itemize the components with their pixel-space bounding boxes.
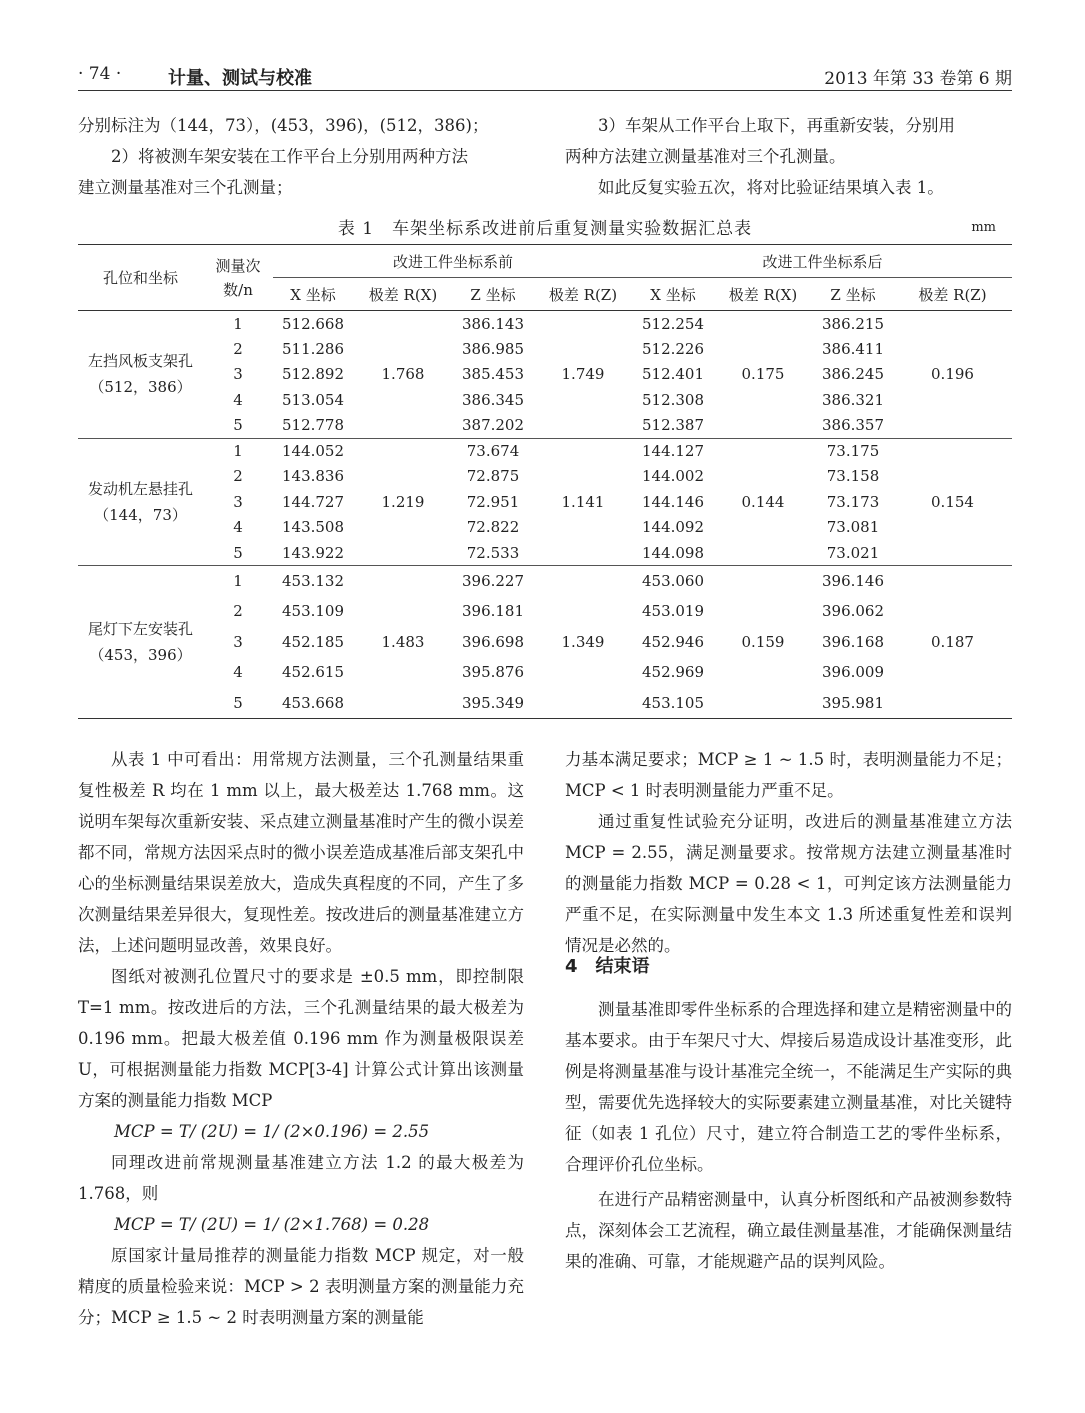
text-line: 2）将被测车架安装在工作平台上分别用两种方法 bbox=[111, 147, 468, 166]
col-header-after: 改进工件坐标系后 bbox=[633, 245, 1012, 278]
measure-index: 1 bbox=[203, 438, 273, 464]
measure-index: 5 bbox=[233, 693, 243, 712]
hole-name: 发动机左悬挂孔 bbox=[87, 479, 193, 498]
z-before: 396.227 bbox=[453, 566, 533, 597]
left-column bbox=[78, 744, 524, 1333]
journal-section: 计量、测试与校准 bbox=[168, 68, 312, 89]
z-before: 387.202 bbox=[461, 416, 525, 434]
x-before: 453.132 bbox=[273, 566, 353, 597]
table-caption-row bbox=[78, 214, 1012, 240]
paragraph: 同理改进前常规测量基准建立方法 1.2 的最大极差为 1.768，则 bbox=[78, 1153, 524, 1203]
paragraph: 原国家计量局推荐的测量能力指数 MCP 规定，对一般精度的质量检验来说：MCP > 2 表明测量方案的测量能力充分；MCP ≥ 1.5 ~ 2 时表明测量方案的测量能 bbox=[78, 1246, 524, 1327]
subheader: 极差 R(X) bbox=[353, 278, 453, 311]
x-after: 453.019 bbox=[641, 602, 705, 621]
equation: MCP = T/ (2U) = 1/ (2×0.196) = 2.55 bbox=[114, 1122, 430, 1141]
z-before: 396.181 bbox=[461, 602, 525, 621]
z-before: 385.453 bbox=[461, 365, 525, 384]
x-before: 143.922 bbox=[281, 543, 345, 562]
range-x-after: 0.175 bbox=[741, 365, 785, 384]
z-after: 395.981 bbox=[821, 693, 885, 712]
z-before: 386.985 bbox=[461, 339, 525, 358]
x-before: 144.727 bbox=[281, 492, 345, 511]
z-before: 395.349 bbox=[461, 693, 525, 712]
table-unit: mm bbox=[971, 220, 996, 235]
col-header-before: 改进工件坐标系前 bbox=[273, 245, 633, 278]
z-after: 386.357 bbox=[821, 416, 885, 434]
z-after: 73.081 bbox=[826, 518, 880, 537]
x-before: 513.054 bbox=[281, 390, 345, 409]
measure-index: 1 bbox=[233, 314, 243, 333]
range-z-before: 1.349 bbox=[533, 566, 633, 719]
z-before: 386.345 bbox=[461, 390, 525, 409]
issue-info: 2013 年第 33 卷第 6 期 bbox=[824, 69, 1012, 89]
z-after: 73.173 bbox=[826, 492, 880, 511]
subheader: 极差 R(X) bbox=[713, 278, 813, 311]
x-after: 144.127 bbox=[633, 438, 713, 464]
running-header bbox=[78, 62, 1012, 91]
z-after: 386.411 bbox=[821, 339, 885, 358]
x-before: 512.668 bbox=[281, 314, 345, 333]
hole-name: 尾灯下左安装孔 bbox=[87, 619, 193, 638]
text-line: 两种方法建立测量基准对三个孔测量。 bbox=[565, 147, 846, 166]
z-before: 72.533 bbox=[466, 543, 520, 562]
z-after: 73.021 bbox=[826, 543, 880, 562]
equation: MCP = T/ (2U) = 1/ (2×1.768) = 0.28 bbox=[114, 1215, 430, 1234]
hole-label bbox=[78, 311, 203, 439]
x-after: 144.098 bbox=[641, 543, 705, 562]
measure-index: 4 bbox=[233, 518, 243, 537]
paragraph: 测量基准即零件坐标系的合理选择和建立是精密测量中的基本要求。由于车架尺寸大、焊接后易造成设计基准变形，此例是将测量基准与设计基准完全统一，不能满足生产实际的典型，需要优先选择较大的实际要素建立测量基准，对比关键特征（如表 1 孔位）尺寸，建立符合制造工艺的零件坐标系，合理评价孔位坐标。 bbox=[565, 1000, 1012, 1174]
z-before: 386.143 bbox=[461, 314, 525, 333]
range-z-before: 1.141 bbox=[533, 438, 633, 566]
text-line: 分别标注为（144，73），(453，396)，(512，386)； bbox=[78, 116, 489, 135]
paragraph: 在进行产品精密测量中，认真分析图纸和产品被测参数特点，深刻体会工艺流程，确立最佳测量基准，才能确保测量结果的准确、可靠，才能规避产品的误判风险。 bbox=[565, 1190, 1012, 1271]
z-before: 395.876 bbox=[461, 663, 525, 682]
x-after: 512.387 bbox=[641, 416, 705, 434]
table-row bbox=[78, 311, 1012, 337]
x-after: 452.946 bbox=[641, 632, 705, 651]
table-row bbox=[78, 566, 1012, 597]
subheader: 极差 R(Z) bbox=[533, 278, 633, 311]
subheader: X 坐标 bbox=[633, 278, 713, 311]
x-before: 452.615 bbox=[281, 663, 345, 682]
range-x-after: 0.144 bbox=[713, 438, 813, 566]
z-after: 386.245 bbox=[821, 365, 885, 384]
measure-index: 4 bbox=[233, 663, 243, 682]
top-left-text bbox=[78, 110, 523, 203]
z-after: 396.009 bbox=[821, 663, 885, 682]
hole-coord: （453，396） bbox=[89, 645, 192, 664]
text-line: 如此反复实验五次，将对比验证结果填入表 1。 bbox=[598, 178, 944, 197]
z-after: 396.062 bbox=[821, 602, 885, 621]
measure-index: 3 bbox=[233, 492, 243, 511]
col-header-hole: 孔位和坐标 bbox=[78, 245, 203, 311]
hole-label bbox=[78, 438, 203, 566]
subheader: Z 坐标 bbox=[813, 278, 893, 311]
x-before: 452.185 bbox=[281, 632, 345, 651]
paragraph: 力基本满足要求；MCP ≥ 1 ~ 1.5 时，表明测量能力不足；MCP < 1 时表明测量能力严重不足。 bbox=[565, 750, 1012, 800]
right-column bbox=[565, 744, 1012, 961]
paragraph: 从表 1 中可看出：用常规方法测量，三个孔测量结果重复性极差 R 均在 1 mm 以上，最大极差达 1.768 mm。这说明车架每次重新安装、采点建立测量基准时产生的微小误差都不同，常规方法因采点时的微小误差造成基准后部支架孔中心的坐标测量结果误差放大，造成失真程度的不同，产生了多次测量结果差异很大，复现性差。按改进后的测量基准建立方法，上述问题明显改善，效果良好。 bbox=[78, 750, 524, 955]
x-before: 143.508 bbox=[281, 518, 345, 537]
x-before: 512.892 bbox=[281, 365, 345, 384]
x-before: 511.286 bbox=[281, 339, 345, 358]
x-before: 144.052 bbox=[273, 438, 353, 464]
table-caption: 表 1 车架坐标系改进前后重复测量实验数据汇总表 bbox=[337, 219, 753, 239]
hole-coord: （144，73） bbox=[94, 505, 187, 524]
text-line: 建立测量基准对三个孔测量； bbox=[78, 178, 293, 197]
x-after: 453.105 bbox=[641, 693, 705, 712]
right-column-conclusion bbox=[565, 994, 1012, 1277]
measure-index: 1 bbox=[203, 566, 273, 597]
z-after: 386.321 bbox=[821, 390, 885, 409]
x-after: 144.002 bbox=[641, 467, 705, 486]
measure-index: 4 bbox=[233, 390, 243, 409]
paragraph: 通过重复性试验充分证明，改进后的测量基准建立方法 MCP = 2.55，满足测量要求。按常规方法建立测量基准时的测量能力指数 MCP = 0.28 < 1，可判定该方法测量能力严重不足，在实际测量中发生本文 1.3 所述重复性差和误判情况是必然的。 bbox=[565, 812, 1012, 955]
range-x-after: 0.159 bbox=[713, 566, 813, 719]
measure-index: 3 bbox=[233, 365, 243, 384]
range-z-after: 0.187 bbox=[893, 566, 1012, 719]
page-number: · 74 · bbox=[78, 64, 122, 84]
z-before: 73.674 bbox=[453, 438, 533, 464]
x-after: 512.401 bbox=[641, 365, 705, 384]
x-before: 512.778 bbox=[281, 416, 345, 434]
x-after: 512.254 bbox=[641, 314, 705, 333]
z-after: 73.158 bbox=[826, 467, 880, 486]
range-x-before: 1.219 bbox=[353, 438, 453, 566]
text-line: 3）车架从工作平台上取下，再重新安装，分别用 bbox=[598, 116, 955, 135]
range-x-before: 1.483 bbox=[353, 566, 453, 719]
z-before: 72.951 bbox=[466, 492, 520, 511]
range-z-before: 1.749 bbox=[561, 365, 605, 384]
x-before: 143.836 bbox=[281, 467, 345, 486]
x-after: 453.060 bbox=[633, 566, 713, 597]
x-after: 512.226 bbox=[641, 339, 705, 358]
measure-index: 2 bbox=[233, 467, 243, 486]
z-before: 72.822 bbox=[466, 518, 520, 537]
table-row bbox=[78, 438, 1012, 464]
x-after: 144.092 bbox=[641, 518, 705, 537]
z-after: 73.175 bbox=[813, 438, 893, 464]
subheader: Z 坐标 bbox=[453, 278, 533, 311]
z-after: 396.168 bbox=[821, 632, 885, 651]
measure-index: 2 bbox=[233, 602, 243, 621]
measure-index: 5 bbox=[233, 416, 243, 434]
z-after: 386.215 bbox=[821, 314, 885, 333]
range-z-after: 0.154 bbox=[893, 438, 1012, 566]
x-after: 452.969 bbox=[641, 663, 705, 682]
subheader: X 坐标 bbox=[273, 278, 353, 311]
x-before: 453.109 bbox=[281, 602, 345, 621]
z-after: 396.146 bbox=[813, 566, 893, 597]
paragraph: 图纸对被测孔位置尺寸的要求是 ±0.5 mm，即控制限 T=1 mm。按改进后的方法，三个孔测量结果的最大极差为 0.196 mm。把最大极差值 0.196 mm 作为测量极限误差 U，可根据测量能力指数 MCP[3-4] 计算公式计算出该测量方案的测量能力指数 MCP bbox=[78, 967, 524, 1110]
x-before: 453.668 bbox=[281, 693, 345, 712]
section-heading: 4 结束语 bbox=[565, 956, 650, 977]
range-x-before: 1.768 bbox=[381, 365, 425, 384]
measure-index: 5 bbox=[233, 543, 243, 562]
hole-name: 左挡风板支架孔 bbox=[87, 352, 193, 371]
top-right-text bbox=[565, 110, 1012, 203]
col-header-count: 测量次数/n bbox=[203, 245, 273, 311]
x-after: 144.146 bbox=[641, 492, 705, 511]
range-z-after: 0.196 bbox=[931, 365, 974, 384]
measure-index: 3 bbox=[233, 632, 243, 651]
measure-index: 2 bbox=[233, 339, 243, 358]
x-after: 512.308 bbox=[641, 390, 705, 409]
z-before: 72.875 bbox=[466, 467, 520, 486]
z-before: 396.698 bbox=[461, 632, 525, 651]
subheader: 极差 R(Z) bbox=[893, 278, 1012, 311]
hole-label bbox=[78, 566, 203, 719]
hole-coord: （512，386） bbox=[89, 378, 192, 397]
data-table bbox=[78, 244, 1012, 719]
